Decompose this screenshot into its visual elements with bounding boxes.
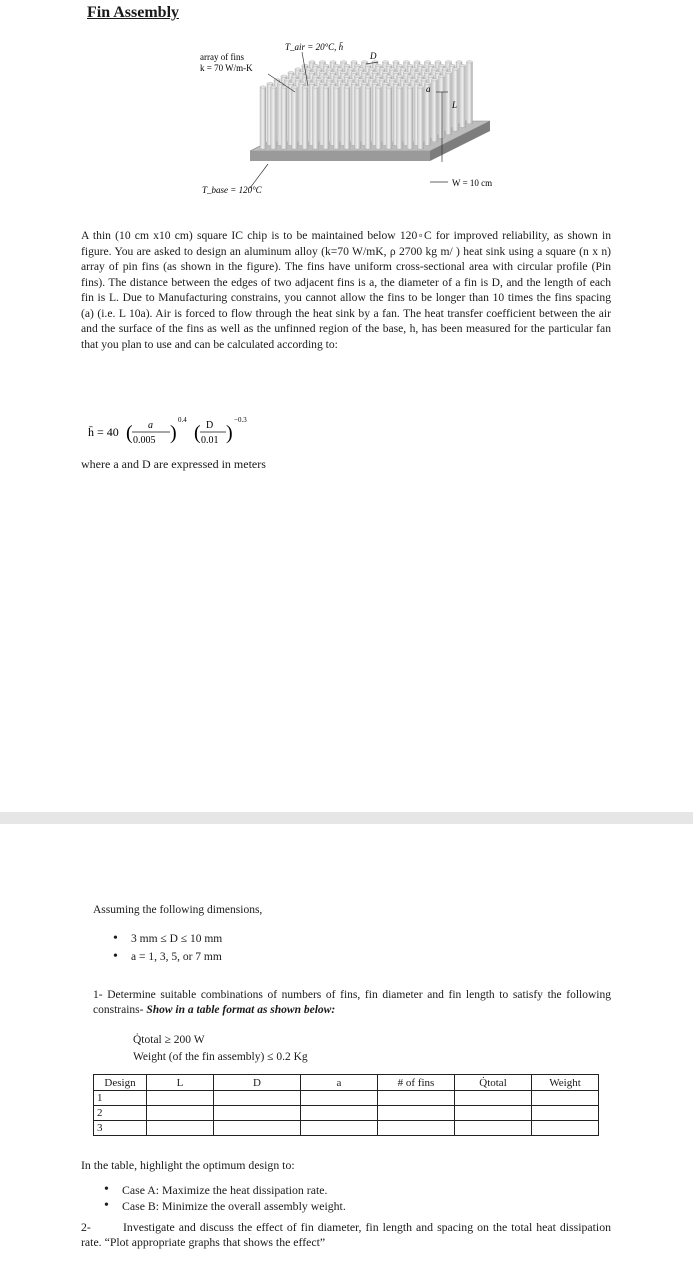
- table-row: [94, 1106, 599, 1121]
- constraint-weight: Weight (of the fin assembly) ≤ 0.2 Kg: [133, 1051, 308, 1063]
- pin-fin-tip: [313, 86, 319, 88]
- svg-text:): ): [226, 422, 233, 444]
- pin-fin: [355, 87, 361, 149]
- pin-fin-tip: [383, 61, 389, 63]
- pin-fin: [376, 87, 382, 149]
- pin-fin-tip: [414, 61, 420, 63]
- pin-fin-tip: [351, 71, 357, 73]
- where-note: where a and D are expressed in meters: [81, 457, 266, 471]
- pin-fin-tip: [334, 64, 340, 66]
- pin-fin-tip: [411, 68, 417, 70]
- formula-num1: a: [148, 420, 153, 431]
- pin-fin-tip: [309, 82, 315, 84]
- table-header-row: [94, 1075, 599, 1091]
- pin-fin-tip: [330, 61, 336, 63]
- pin-fin-tip: [456, 61, 462, 63]
- pin-fin-tip: [460, 64, 466, 66]
- col-design: Design: [94, 1075, 147, 1091]
- pin-fin-tip: [418, 75, 424, 77]
- pin-fin-tip: [393, 71, 399, 73]
- pin-fin: [292, 87, 298, 149]
- formula-lhs: h̄ = 40: [88, 425, 119, 439]
- col-weight: Weight: [532, 1075, 599, 1091]
- pin-fin-tip: [334, 86, 340, 88]
- fin-array-figure: [190, 36, 520, 196]
- pin-fin-tip: [390, 79, 396, 81]
- pin-fin-tip: [376, 75, 382, 77]
- pin-fin-tip: [260, 86, 266, 88]
- case-item: • Case B: Minimize the overall assembly weight.: [104, 1198, 346, 1214]
- case-list: [104, 1182, 346, 1214]
- pin-fin-tip: [292, 75, 298, 77]
- pin-fin-tip: [358, 68, 364, 70]
- pin-fin-tip: [302, 64, 308, 66]
- pin-fin-tip: [432, 79, 438, 81]
- pin-fin-tip: [379, 79, 385, 81]
- col-d: D: [214, 1075, 301, 1091]
- pin-fin-tip: [376, 64, 382, 66]
- svg-text:(: (: [194, 422, 201, 444]
- pin-fin-tip: [309, 71, 315, 73]
- pin-fin-tip: [397, 75, 403, 77]
- pin-fin: [323, 87, 329, 149]
- pin-fin-tip: [418, 86, 424, 88]
- pin-fin: [386, 87, 392, 149]
- constraints: [133, 1032, 308, 1066]
- formula-exp1: 0.4: [178, 416, 187, 424]
- pin-fin-tip: [453, 68, 459, 70]
- pin-fin-tip: [323, 75, 329, 77]
- question-one-emphasis: Show in a table format as shown below:: [146, 1004, 336, 1016]
- pin-fin-tip: [425, 71, 431, 73]
- table-row: [94, 1121, 599, 1136]
- pin-fin-tip: [379, 68, 385, 70]
- col-qtotal: Q̇total: [455, 1075, 532, 1091]
- pin-fin-tip: [271, 86, 277, 88]
- tbase-label: T_base = 120°C: [202, 185, 262, 195]
- heat-transfer-formula: [88, 412, 288, 456]
- pin-fin-tip: [323, 64, 329, 66]
- pin-fin-tip: [407, 86, 413, 88]
- d-label: D: [370, 51, 377, 61]
- pin-fin-tip: [404, 82, 410, 84]
- pin-fin: [334, 87, 340, 149]
- pin-fin-tip: [393, 61, 399, 63]
- pin-fin-tip: [404, 61, 410, 63]
- pin-fin-tip: [386, 64, 392, 66]
- w-label: W = 10 cm: [452, 178, 493, 188]
- pin-fin: [397, 87, 403, 149]
- l-label: L: [452, 100, 458, 110]
- a-label: a: [426, 84, 431, 94]
- pin-fin-tip: [414, 71, 420, 73]
- pin-fin-tip: [383, 71, 389, 73]
- pin-fin-tip: [390, 68, 396, 70]
- assumption-item: • a = 1, 3, 5, or 7 mm: [113, 948, 222, 966]
- pin-fin-tip: [393, 82, 399, 84]
- pin-fin-tip: [365, 75, 371, 77]
- assumption-list: [113, 930, 222, 966]
- pin-fin-tip: [397, 86, 403, 88]
- pin-fin-tip: [306, 68, 312, 70]
- pin-fin-tip: [355, 86, 361, 88]
- pin-fin-tip: [313, 75, 319, 77]
- pin-fin-tip: [302, 75, 308, 77]
- pin-fin-tip: [365, 86, 371, 88]
- pin-fin-tip: [295, 68, 301, 70]
- pin-fin-tip: [376, 86, 382, 88]
- table-row: [94, 1091, 599, 1106]
- formula-num2: D: [206, 420, 214, 431]
- pin-fin-tip: [428, 64, 434, 66]
- assumption-item: • 3 mm ≤ D ≤ 10 mm: [113, 930, 222, 948]
- pin-fin-tip: [425, 61, 431, 63]
- base-plate-front: [250, 151, 430, 161]
- pin-fin-tip: [369, 68, 375, 70]
- pin-fin-tip: [400, 79, 406, 81]
- pin-fin-tip: [442, 68, 448, 70]
- pin-fin-tip: [355, 64, 361, 66]
- pin-fin-tip: [407, 75, 413, 77]
- row-number: 1: [94, 1091, 147, 1106]
- pin-fin-tip: [341, 61, 347, 63]
- pin-fin-tip: [467, 61, 473, 63]
- pin-fin-tip: [372, 82, 378, 84]
- question-one: [93, 988, 611, 1018]
- conductivity-label: k = 70 W/m-K: [200, 63, 253, 73]
- pin-fin-tip: [316, 79, 322, 81]
- pin-fin-tip: [330, 82, 336, 84]
- question-two-text: Investigate and discuss the effect of fin diameter, fin length and spacing on the total heat dissipation rate. “Plot appropriate graphs that shows the effect”: [81, 1220, 611, 1249]
- pin-fin-tip: [362, 61, 368, 63]
- pin-fin-tip: [320, 82, 326, 84]
- pin-fin-tip: [421, 68, 427, 70]
- pin-fin: [313, 87, 319, 149]
- pin-fin: [418, 87, 424, 149]
- formula-den2: 0.01: [201, 435, 219, 446]
- pin-fin: [446, 73, 452, 135]
- row-number: 2: [94, 1106, 147, 1121]
- pin-fin-tip: [355, 75, 361, 77]
- array-of-fins-label: array of fins: [200, 52, 244, 62]
- pin-fin-tip: [288, 71, 294, 73]
- pin-fin-tip: [323, 86, 329, 88]
- row-number: 3: [94, 1121, 147, 1136]
- pin-fin-tip: [267, 82, 273, 84]
- pin-fin-tip: [320, 71, 326, 73]
- pin-fin-tip: [330, 71, 336, 73]
- pin-fin: [271, 87, 277, 149]
- pin-fin-tip: [351, 61, 357, 63]
- pin-fin: [281, 87, 287, 149]
- formula-den1: 0.005: [133, 435, 156, 446]
- pin-fin-tip: [348, 79, 354, 81]
- col-l: L: [147, 1075, 214, 1091]
- pin-fin-tip: [397, 64, 403, 66]
- formula-exp2: −0.3: [234, 416, 247, 424]
- pin-fin-tip: [421, 79, 427, 81]
- assumption-heading: Assuming the following dimensions,: [93, 904, 263, 916]
- pin-fin-tip: [449, 64, 455, 66]
- pin-fin-tip: [446, 71, 452, 73]
- pin-fin: [467, 62, 473, 124]
- pin-fin-tip: [432, 68, 438, 70]
- question-two-number: 2-: [81, 1220, 91, 1234]
- pin-fin-tip: [372, 71, 378, 73]
- pin-fin-tip: [288, 82, 294, 84]
- pin-fin: [302, 87, 308, 149]
- pin-fin-tip: [344, 64, 350, 66]
- pin-fin-tip: [341, 71, 347, 73]
- pin-fin: [439, 76, 445, 138]
- pin-fin-tip: [299, 71, 305, 73]
- constraint-heat: Q̇total ≥ 200 W: [133, 1034, 205, 1046]
- svg-text:): ): [170, 422, 177, 444]
- pin-fin-tip: [295, 79, 301, 81]
- pin-fin: [260, 87, 266, 149]
- pin-fin-tip: [341, 82, 347, 84]
- pin-fin-tip: [337, 79, 343, 81]
- pin-fin-tip: [344, 75, 350, 77]
- col-fins: # of fins: [378, 1075, 455, 1091]
- pin-fin-tip: [407, 64, 413, 66]
- pin-fin-tip: [439, 64, 445, 66]
- pin-fin-tip: [439, 75, 445, 77]
- pin-fin-tip: [302, 86, 308, 88]
- design-table: [93, 1074, 599, 1136]
- pin-fin-tip: [281, 75, 287, 77]
- pin-fin-tip: [327, 79, 333, 81]
- pin-fin-tip: [358, 79, 364, 81]
- question-two: [81, 1220, 611, 1250]
- pin-fin-tip: [320, 61, 326, 63]
- pin-fin: [460, 65, 466, 127]
- pin-fin-tip: [309, 61, 315, 63]
- pin-fin: [344, 87, 350, 149]
- pin-fin-tip: [344, 86, 350, 88]
- question-one-text: 1- Determine suitable combinations of numbers of fins, fin diameter and fin length to satisfy the following constrains-: [93, 989, 611, 1016]
- highlight-instruction: In the table, highlight the optimum design to:: [81, 1158, 295, 1172]
- pin-fin-tip: [285, 79, 291, 81]
- pin-fin-tip: [411, 79, 417, 81]
- pin-fin-tip: [316, 68, 322, 70]
- pin-fin: [365, 87, 371, 149]
- pin-fin-tip: [334, 75, 340, 77]
- pin-fin-tip: [435, 61, 441, 63]
- pin-fin-tip: [362, 82, 368, 84]
- pin-fins: [260, 61, 473, 149]
- page-separator: [0, 812, 693, 824]
- pin-fin-tip: [435, 71, 441, 73]
- pin-fin-tip: [313, 64, 319, 66]
- tair-label: T_air = 20°C, h̄: [285, 42, 344, 52]
- case-item: • Case A: Maximize the heat dissipation rate.: [104, 1182, 346, 1198]
- pin-fin-tip: [337, 68, 343, 70]
- pin-fin-tip: [386, 75, 392, 77]
- pin-fin-tip: [292, 86, 298, 88]
- page-two: [0, 824, 693, 1280]
- pin-fin-tip: [414, 82, 420, 84]
- pin-fin-tip: [418, 64, 424, 66]
- pin-fin: [407, 87, 413, 149]
- pin-fin-tip: [428, 75, 434, 77]
- pin-fin-tip: [327, 68, 333, 70]
- pin-fin-tip: [400, 68, 406, 70]
- pin-fin-tip: [386, 86, 392, 88]
- pin-fin-tip: [299, 82, 305, 84]
- pin-fin-tip: [351, 82, 357, 84]
- pin-fin: [432, 80, 438, 142]
- pin-fin-tip: [446, 61, 452, 63]
- problem-statement: A thin (10 cm x10 cm) square IC chip is to be maintained below 120◦C for improved reliability, as shown in figure. You are asked to design an aluminum alloy (k=70 W/mK, ρ 2700 kg m/ ) heat sink using a square (n x n) array of pin fins (as shown in the figure). The fins have uniform cross-sectional area with circular profile (Pin fins). The distance between the edges of two adjacent fins is a, the diameter of a fin is D, and the length of each fin is L. Due to Manufacturing constrains, you cannot allow the fins to be longer than 10 times the fins spacing (a) (i.e. L 10a). Air is forced to flow through the heat sink by a fan. The heat transfer coefficient between the air and the surface of the fins as well as the unfinned region of the base, h, has been measured for the particular fan that you plan to use and can be calculated according to:: [81, 229, 611, 351]
- pin-fin-tip: [369, 79, 375, 81]
- pin-fin-tip: [383, 82, 389, 84]
- col-a: a: [301, 1075, 378, 1091]
- svg-text:(: (: [126, 422, 133, 444]
- pin-fin-tip: [362, 71, 368, 73]
- document-title: Fin Assembly: [87, 4, 180, 21]
- pin-fin-tip: [348, 68, 354, 70]
- pin-fin-tip: [404, 71, 410, 73]
- pin-fin-tip: [306, 79, 312, 81]
- pin-fin-tip: [365, 64, 371, 66]
